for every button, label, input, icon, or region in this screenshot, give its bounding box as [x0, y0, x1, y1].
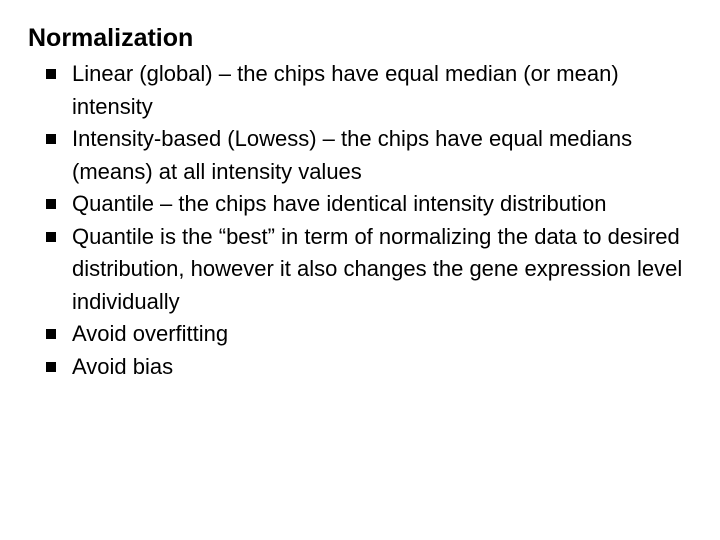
bullet-text: Linear (global) – the chips have equal median (or mean) intensity — [72, 61, 619, 119]
bullet-text: Intensity-based (Lowess) – the chips have equal medians (means) at all intensity values — [72, 126, 633, 184]
bullet-text: Quantile – the chips have identical intensity distribution — [72, 191, 607, 216]
square-bullet-icon — [46, 232, 56, 242]
square-bullet-icon — [46, 69, 56, 79]
bullet-item — [46, 123, 686, 188]
square-bullet-icon — [46, 199, 56, 209]
square-bullet-icon — [46, 134, 56, 144]
bullet-text: Avoid bias — [72, 353, 174, 379]
bullet-item — [46, 58, 686, 123]
bullet-list — [46, 58, 686, 383]
bullet-item — [46, 221, 686, 319]
bullet-text: Avoid overfitting — [72, 321, 229, 346]
bullet-item — [46, 351, 686, 384]
bullet-item — [46, 188, 686, 221]
bullet-item — [46, 318, 686, 351]
bullet-text: Quantile is the “best” in term of normalizing the data to desired distribution, however it also changes the gene expression level individually — [72, 223, 683, 314]
square-bullet-icon — [46, 362, 56, 372]
slide-title: Normalization — [28, 24, 194, 52]
square-bullet-icon — [46, 329, 56, 339]
